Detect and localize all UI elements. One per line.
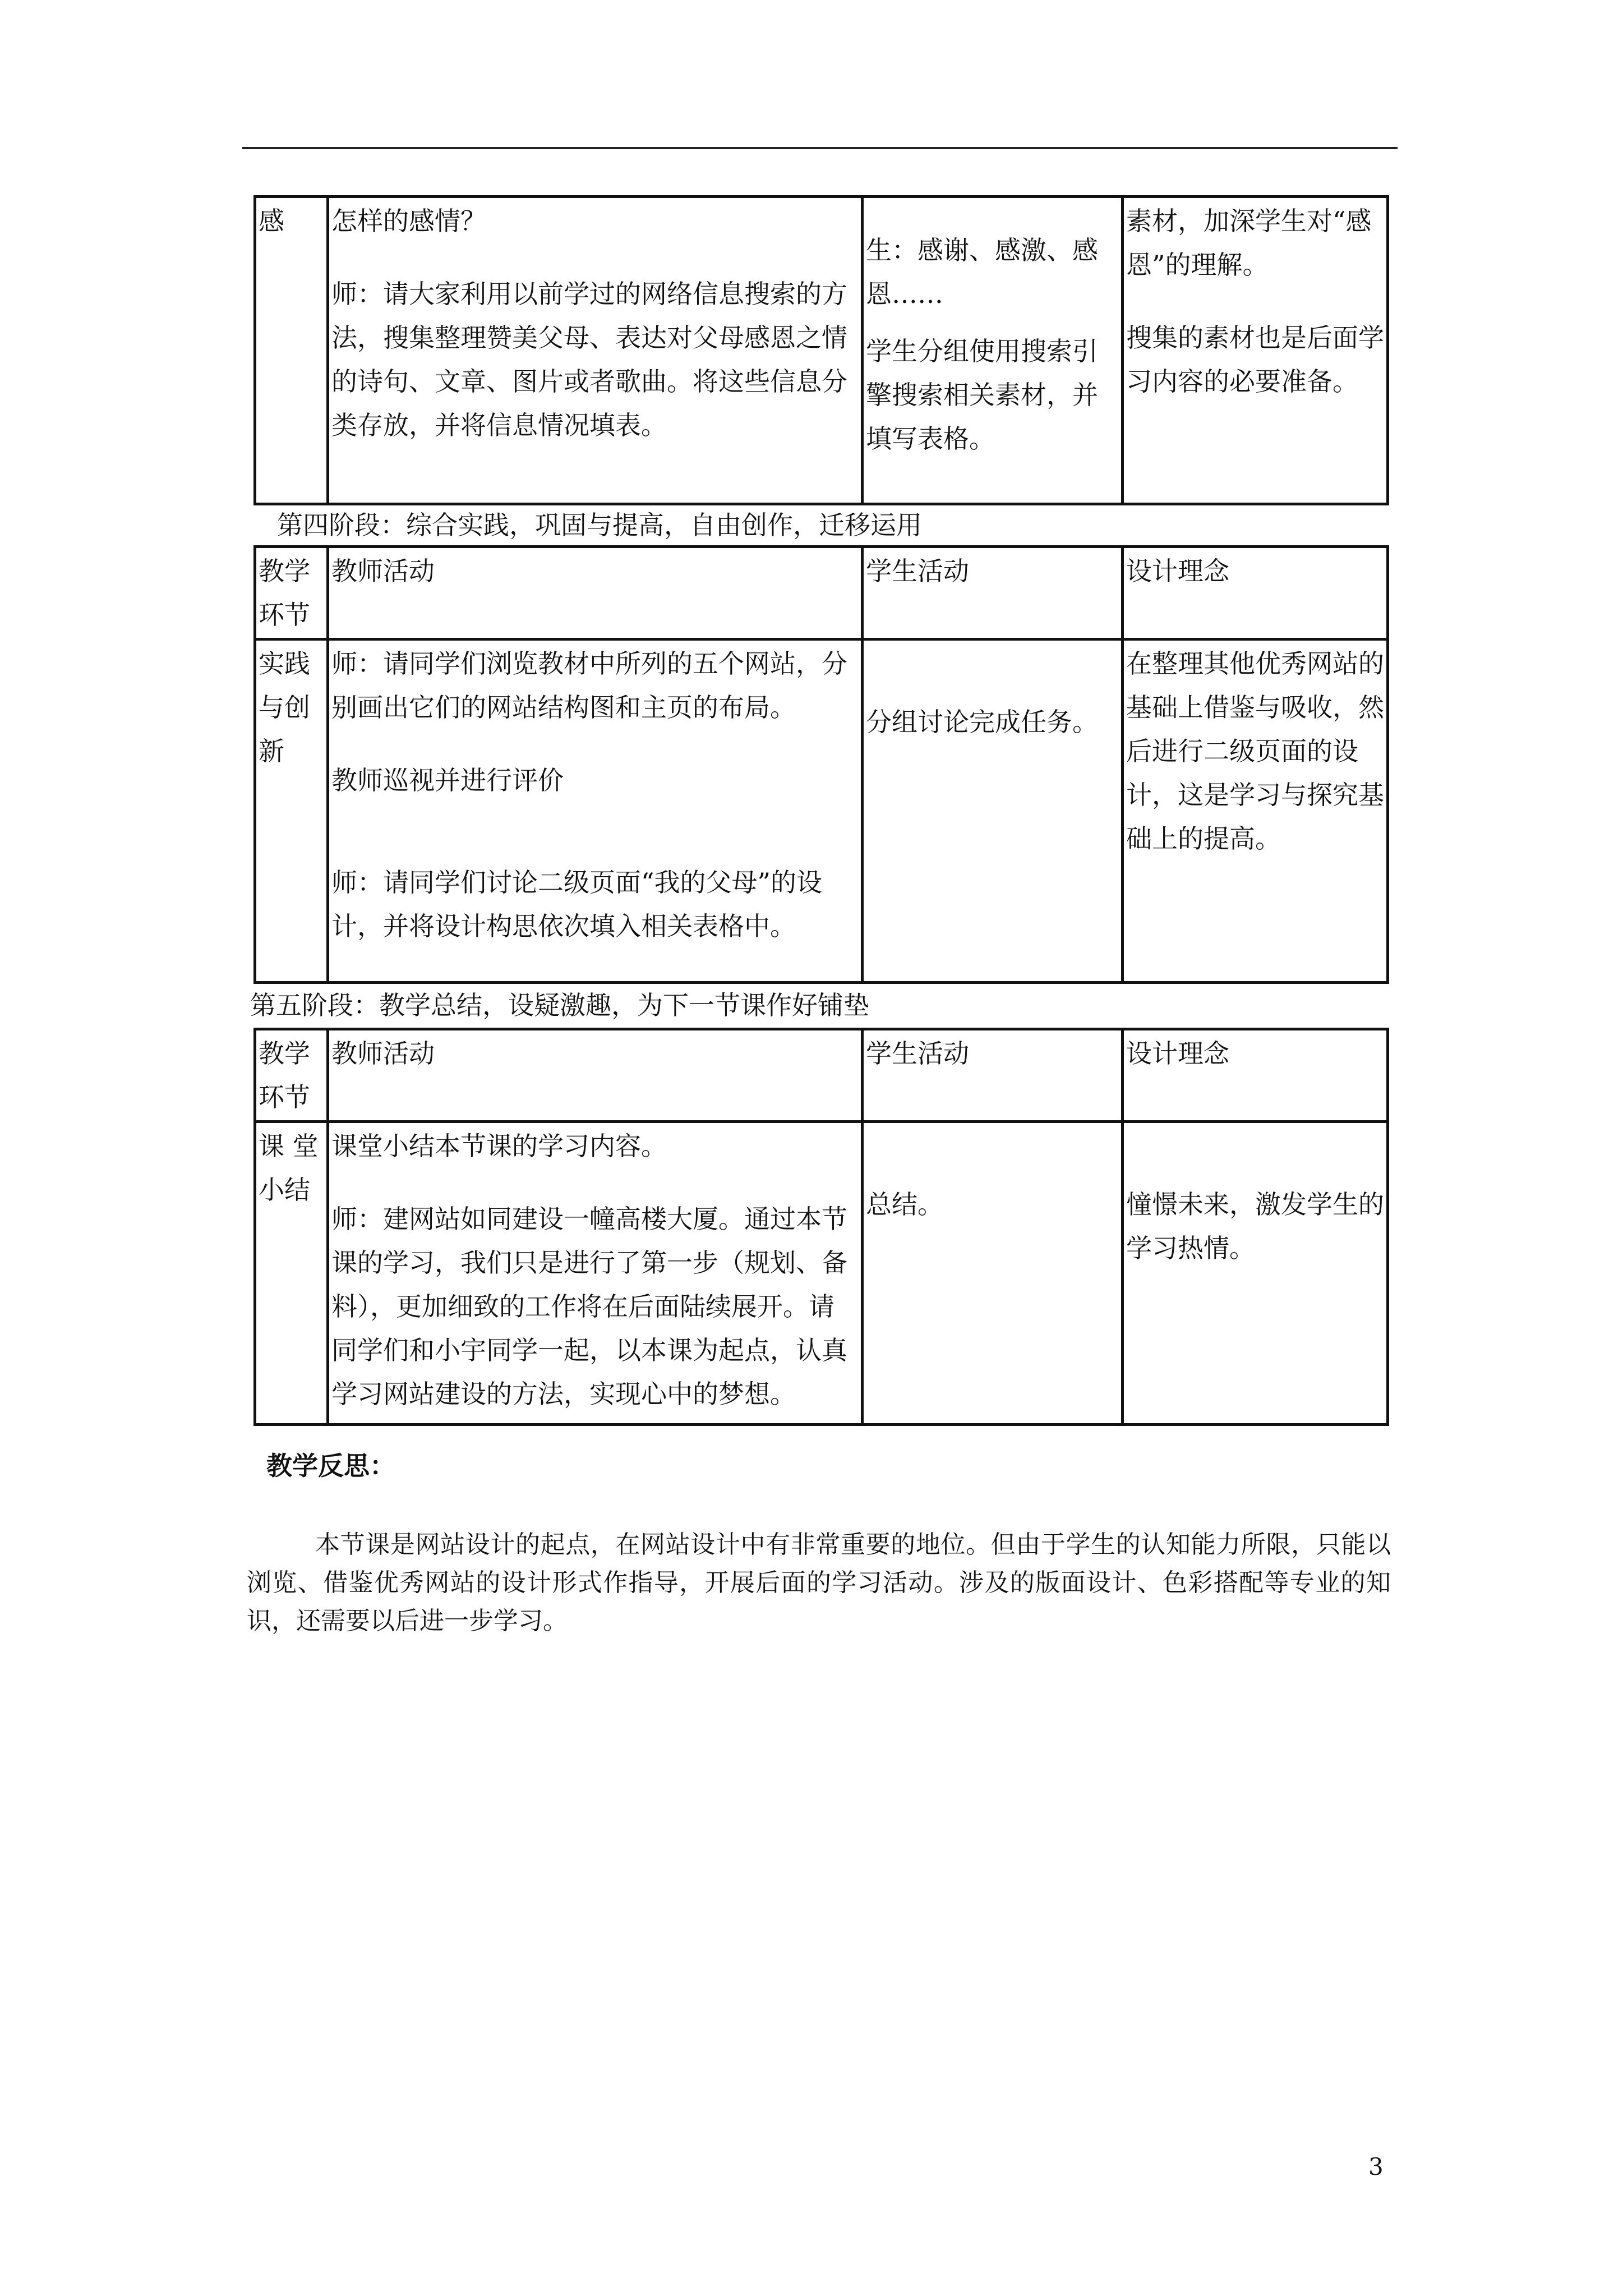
- teacher-activity-cell: [328, 1122, 863, 1425]
- rationale-text: 素材，加深学生对“感恩”的理解。: [1126, 206, 1372, 280]
- rationale-cell: [1123, 639, 1388, 983]
- rationale-text: 在整理其他优秀网站的基础上借鉴与吸收，然后进行二级页面的设计，这是学习与探究基础上的提高。: [1126, 648, 1384, 854]
- teacher-instruction: 师：请同学们讨论二级页面“我的父母”的设计，并将设计构思依次填入相关表格中。: [331, 867, 823, 941]
- table-header-row: [255, 1029, 1388, 1122]
- reflection-body: 本节课是网站设计的起点，在网站设计中有非常重要的地位。但由于学生的认知能力所限，只能以浏览、借鉴优秀网站的设计形式作指导，开展后面的学习活动。涉及的版面设计、色彩搭配等专业的知识，还需要以后进一步学习。: [247, 1530, 1391, 1635]
- header-rationale: 设计理念: [1123, 547, 1388, 639]
- section-label: 感: [259, 206, 284, 236]
- rationale-cell: [1123, 1122, 1388, 1425]
- stage5-title: 第五阶段：教学总结，设疑激趣，为下一节课作好铺垫: [250, 990, 869, 1020]
- teacher-instruction: 师：请同学们浏览教材中所列的五个网站，分别画出它们的网站结构图和主页的布局。: [331, 648, 847, 723]
- header-section: 教学环节: [255, 547, 328, 639]
- header-section: 教学环节: [255, 1029, 328, 1122]
- section-label: 实践与创新: [259, 648, 310, 766]
- header-student: 学生活动: [863, 1029, 1123, 1122]
- student-activity-cell: [863, 639, 1123, 983]
- header-teacher: 教师活动: [328, 547, 863, 639]
- teacher-activity-cell: [328, 197, 863, 504]
- stage5-table: [253, 1028, 1389, 1426]
- stage4-title: 第四阶段：综合实践，巩固与提高，自由创作，迁移运用: [277, 510, 922, 540]
- table-row: [255, 1122, 1388, 1425]
- student-activity-cell: [863, 1122, 1123, 1425]
- teacher-activity-cell: [328, 639, 863, 983]
- header-student: 学生活动: [863, 547, 1123, 639]
- table-row: [255, 639, 1388, 983]
- page-number: 3: [1368, 2153, 1384, 2180]
- teacher-question: 怎样的感情？: [331, 206, 486, 236]
- table-header-row: [255, 547, 1388, 639]
- section-cell: [255, 639, 328, 983]
- header-rule: [242, 147, 1398, 149]
- table-row: [255, 197, 1388, 504]
- student-task: 分组讨论完成任务。: [866, 707, 1098, 737]
- rationale-text: 憧憬未来，激发学生的学习热情。: [1126, 1189, 1384, 1263]
- rationale-text: 搜集的素材也是后面学习内容的必要准备。: [1126, 323, 1384, 397]
- student-activity-cell: [863, 197, 1123, 504]
- student-task: 学生分组使用搜索引擎搜索相关素材，并填写表格。: [866, 336, 1098, 454]
- section-label: 课 堂小结: [259, 1131, 319, 1205]
- student-task: 总结。: [866, 1189, 943, 1220]
- section-cell: [255, 1122, 328, 1425]
- teacher-instruction: 师：建网站如同建设一幢高楼大厦。通过本节课的学习，我们只是进行了第一步（规划、备料），更加细致的工作将在后面陆续展开。请同学们和小宇同学一起，以本课为起点，认真学习网站建设的方法，实现心中的梦想。: [331, 1204, 847, 1409]
- reflection-title: 教学反思：: [266, 1451, 395, 1481]
- rationale-cell: [1123, 197, 1388, 504]
- header-rationale: 设计理念: [1123, 1029, 1388, 1122]
- teacher-instruction: 教师巡视并进行评价: [331, 765, 564, 795]
- stage4-table: [253, 545, 1389, 984]
- lesson-table-continued: [253, 195, 1389, 505]
- student-answer: 生：感谢、感激、感恩……: [866, 235, 1098, 309]
- section-cell: [255, 197, 328, 504]
- teacher-instruction: 课堂小结本节课的学习内容。: [331, 1131, 667, 1161]
- teacher-instruction: 师：请大家利用以前学过的网络信息搜索的方法，搜集整理赞美父母、表达对父母感恩之情的诗句、文章、图片或者歌曲。将这些信息分类存放，并将信息情况填表。: [331, 279, 847, 440]
- header-teacher: 教师活动: [328, 1029, 863, 1122]
